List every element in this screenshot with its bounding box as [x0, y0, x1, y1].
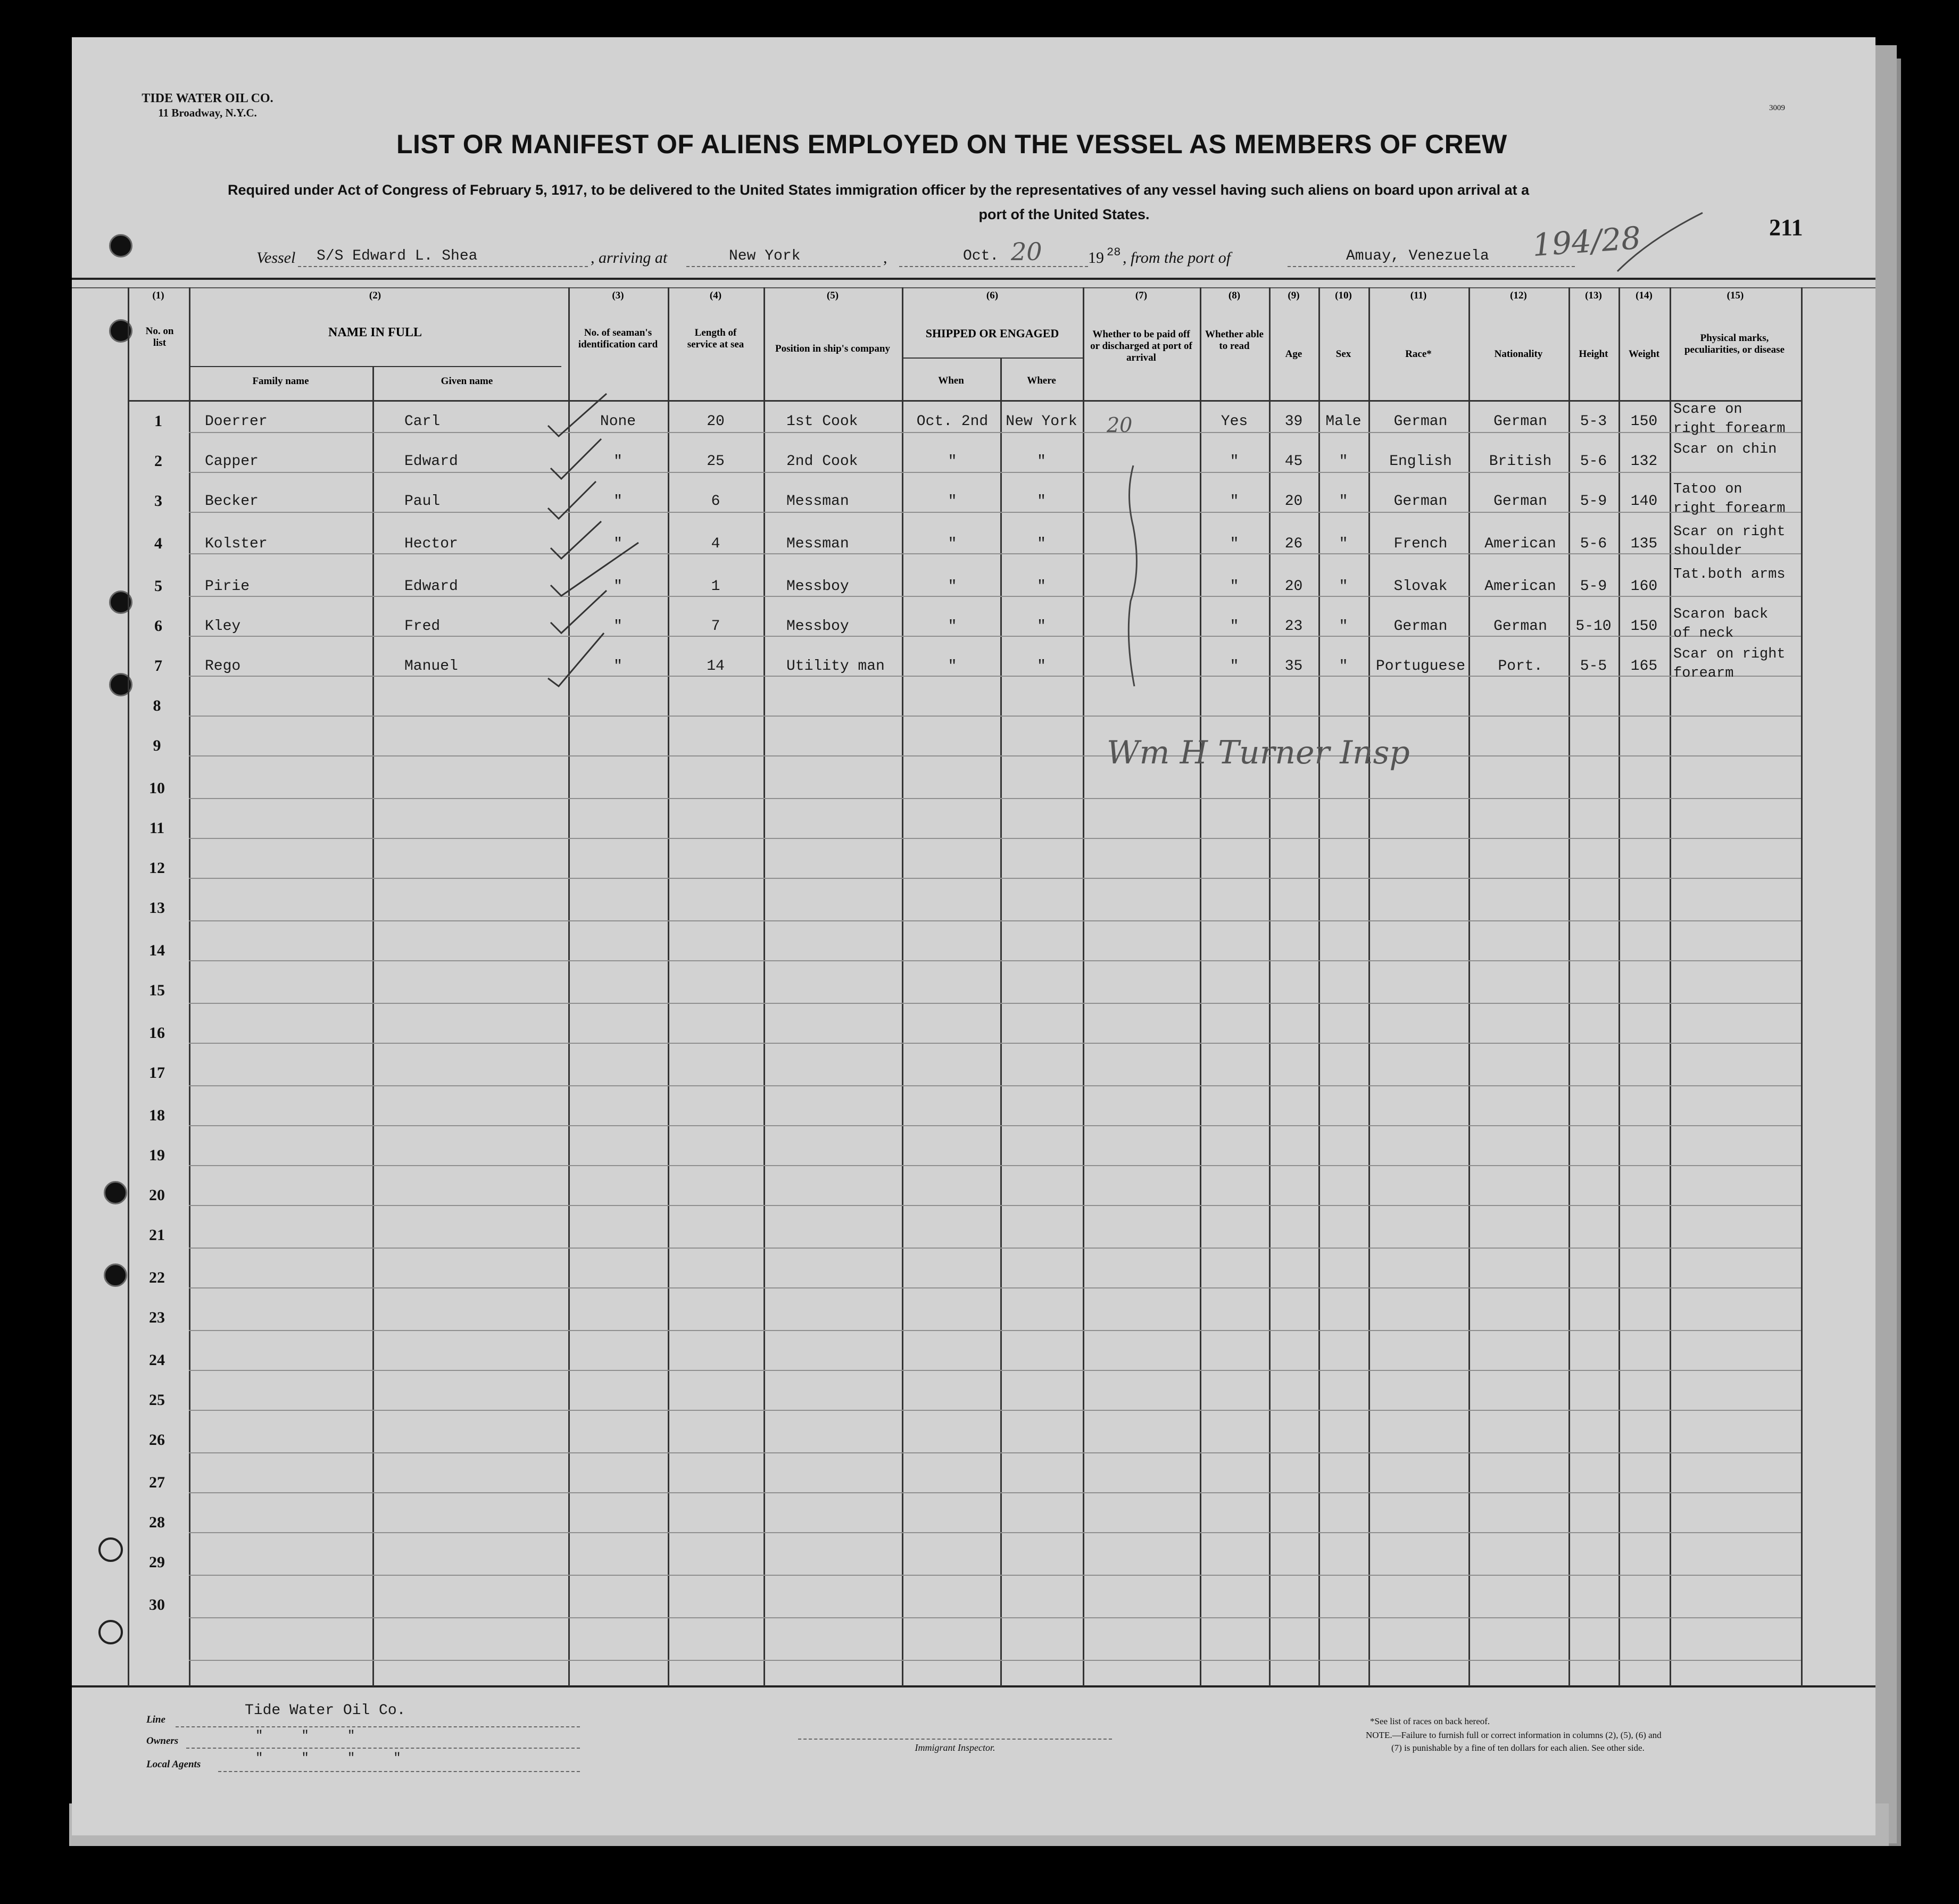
- row-number: 11: [149, 819, 165, 837]
- service-length-cell: 14: [707, 658, 725, 675]
- inspector-underline: [798, 1739, 1112, 1740]
- col-num: (4): [709, 290, 722, 301]
- weight-cell: 165: [1630, 658, 1658, 675]
- column-divider: [763, 287, 765, 1686]
- row-rule: [189, 1370, 1801, 1371]
- id-card-cell: ": [613, 658, 622, 675]
- shipped-when-cell: ": [948, 578, 957, 595]
- family-name-cell: Capper: [205, 453, 259, 470]
- header-race: Race*: [1405, 348, 1432, 360]
- service-length-cell: 1: [711, 578, 720, 595]
- page-title: LIST OR MANIFEST OF ALIENS EMPLOYED ON THE VESSEL AS MEMBERS OF CREW: [396, 129, 1507, 159]
- footer-line-value: Tide Water Oil Co.: [245, 1702, 406, 1719]
- row-rule: [189, 1043, 1801, 1044]
- row-rule: [189, 1165, 1801, 1166]
- shipped-when-cell: ": [948, 658, 957, 675]
- row-number: 3: [154, 492, 162, 510]
- given-name-cell: Carl: [404, 413, 441, 430]
- col-num: (13): [1585, 290, 1602, 301]
- row-rule: [189, 512, 1801, 513]
- row-rule: [189, 1492, 1801, 1493]
- sex-cell: ": [1339, 618, 1348, 635]
- row-number: 14: [149, 942, 165, 959]
- weight-cell: 160: [1630, 578, 1658, 595]
- family-name-cell: Rego: [205, 658, 241, 675]
- year-suffix: 28: [1107, 246, 1121, 259]
- family-name-cell: Doerrer: [205, 413, 268, 430]
- row-rule: [189, 1330, 1801, 1331]
- col-num: (3): [612, 290, 624, 301]
- row-rule: [189, 716, 1801, 717]
- column-divider: [372, 367, 374, 1686]
- shipped-subheader-rule: [902, 357, 1083, 359]
- row-number: 10: [149, 779, 165, 797]
- height-cell: 5-10: [1575, 618, 1612, 635]
- binder-hole-icon: [104, 1263, 127, 1287]
- header-paid-off: Whether to be paid off or discharged at port of arrival: [1090, 329, 1192, 363]
- slash-mark: [1607, 207, 1713, 277]
- age-cell: 39: [1284, 413, 1303, 430]
- arriving-label: , arriving at: [591, 249, 668, 267]
- row-number: 24: [149, 1351, 165, 1369]
- col-num: (10): [1335, 290, 1352, 301]
- position-cell: Utility man: [786, 658, 885, 675]
- physical-marks-cell: right forearm: [1673, 421, 1786, 437]
- row-rule: [189, 1287, 1801, 1288]
- sheet-number: 211: [1769, 214, 1803, 240]
- row-rule: [189, 1205, 1801, 1206]
- physical-marks-cell: of neck: [1673, 626, 1734, 642]
- shipped-where-cell: New York: [1006, 413, 1077, 430]
- row-number: 5: [154, 577, 162, 595]
- row-rule: [189, 432, 1801, 433]
- row-rule: [189, 1452, 1801, 1453]
- row-number: 4: [154, 535, 162, 552]
- row-number: 20: [149, 1186, 165, 1204]
- manifest-sheet: [72, 37, 1875, 1835]
- physical-marks-cell: Scar on right: [1673, 524, 1786, 540]
- row-rule: [189, 676, 1801, 677]
- footer-owners-value: " " ": [255, 1729, 355, 1743]
- physical-marks-cell: Tat.both arms: [1673, 567, 1786, 583]
- age-cell: 23: [1284, 618, 1303, 635]
- position-cell: Messboy: [786, 618, 849, 635]
- col-num: (8): [1228, 290, 1241, 301]
- footer-agents-value: " " " ": [255, 1751, 401, 1766]
- row-rule: [189, 1660, 1801, 1661]
- binder-hole-icon: [109, 234, 132, 257]
- binder-hole-icon: [104, 1181, 127, 1204]
- sex-cell: ": [1339, 658, 1348, 675]
- id-card-cell: ": [613, 536, 622, 552]
- row-rule: [189, 1575, 1801, 1576]
- weight-cell: 135: [1630, 536, 1658, 552]
- able-to-read-cell: ": [1230, 578, 1239, 595]
- nationality-cell: German: [1493, 618, 1547, 635]
- row-number: 22: [149, 1269, 165, 1286]
- given-name-cell: Hector: [404, 536, 458, 552]
- footer-agents-label: Local Agents: [146, 1759, 201, 1770]
- position-cell: 2nd Cook: [786, 453, 858, 470]
- race-cell: Portuguese: [1375, 658, 1466, 675]
- race-cell: Slovak: [1393, 578, 1448, 595]
- binder-hole-icon: [98, 1620, 123, 1644]
- physical-marks-cell: right forearm: [1673, 501, 1786, 517]
- row-rule: [189, 1085, 1801, 1086]
- shipped-where-cell: ": [1037, 493, 1046, 510]
- able-to-read-cell: ": [1230, 453, 1239, 470]
- sex-cell: ": [1339, 493, 1348, 510]
- height-cell: 5-9: [1580, 493, 1607, 510]
- age-cell: 45: [1284, 453, 1303, 470]
- row-number: 29: [149, 1553, 165, 1571]
- footer-note-races: *See list of races on back hereof.: [1370, 1716, 1490, 1726]
- header-family-name: Family name: [252, 376, 309, 387]
- physical-marks-cell: Scare on: [1673, 402, 1742, 418]
- header-when: When: [938, 375, 964, 386]
- physical-marks-cell: Scar on chin: [1673, 442, 1777, 458]
- header-physical-marks: Physical marks, peculiarities, or disease: [1684, 332, 1785, 355]
- row-rule: [189, 596, 1801, 597]
- subtitle-line1: Required under Act of Congress of February 5, 1917, to be delivered to the United States immigration officer by the representatives of any vessel having such aliens on board upon arrival at a: [228, 182, 1530, 198]
- col-num: (7): [1135, 290, 1148, 301]
- header-id-card: No. of seaman's identification card: [578, 327, 658, 350]
- sex-cell: ": [1339, 578, 1348, 595]
- row-number: 27: [149, 1474, 165, 1491]
- position-cell: Messboy: [786, 578, 849, 595]
- header-length-service: Length of service at sea: [687, 327, 744, 350]
- col-num: (9): [1288, 290, 1300, 301]
- col-num: (15): [1726, 290, 1744, 301]
- shipped-when-cell: ": [948, 618, 957, 635]
- id-card-cell: ": [613, 618, 622, 635]
- race-cell: German: [1393, 618, 1448, 635]
- row-number: 23: [149, 1309, 165, 1326]
- header-bottom-rule: [128, 400, 1801, 402]
- row-rule: [189, 960, 1801, 961]
- footer-owners-underline: [186, 1748, 580, 1749]
- binder-hole-icon: [98, 1537, 123, 1562]
- vessel-label: Vessel: [256, 249, 296, 267]
- bracket-mark: [1123, 463, 1144, 692]
- given-name-cell: Fred: [404, 618, 441, 635]
- column-divider: [1368, 287, 1370, 1686]
- age-cell: 20: [1284, 493, 1303, 510]
- port-underline: [686, 266, 881, 267]
- nationality-cell: American: [1484, 536, 1556, 552]
- height-cell: 5-6: [1580, 453, 1607, 470]
- row-rule: [189, 838, 1801, 839]
- id-card-cell: ": [613, 453, 622, 470]
- row-rule: [189, 1125, 1801, 1126]
- table-top-rule: [72, 287, 1875, 288]
- header-height: Height: [1579, 348, 1608, 360]
- arrival-day: 20: [1011, 237, 1042, 266]
- nationality-cell: American: [1484, 578, 1556, 595]
- col-num: (6): [986, 290, 999, 301]
- arrival-month: Oct.: [963, 248, 999, 264]
- id-card-cell: None: [600, 413, 636, 430]
- row-rule: [189, 878, 1801, 879]
- family-name-cell: Pirie: [205, 578, 250, 595]
- column-divider: [1083, 287, 1084, 1686]
- service-length-cell: 7: [711, 618, 720, 635]
- column-divider: [1000, 357, 1002, 1686]
- handwritten-reference: 194/28: [1531, 219, 1642, 264]
- weight-cell: 132: [1630, 453, 1658, 470]
- row-number: 18: [149, 1107, 165, 1124]
- row-rule: [189, 1248, 1801, 1249]
- column-divider: [1801, 287, 1803, 1686]
- shipped-when-cell: ": [948, 536, 957, 552]
- footer-note-penalty-2: (7) is punishable by a fine of ten dollars for each alien. See other side.: [1391, 1743, 1645, 1753]
- footer-inspector-label: Immigrant Inspector.: [915, 1742, 995, 1753]
- row-number: 8: [153, 697, 161, 714]
- row-rule: [189, 755, 1801, 756]
- paid-off-cell: 20: [1107, 413, 1133, 437]
- header-shipped-engaged: SHIPPED OR ENGAGED: [925, 327, 1059, 340]
- name-subheader-rule: [189, 366, 561, 367]
- given-name-cell: Edward: [404, 578, 458, 595]
- family-name-cell: Kolster: [205, 536, 268, 552]
- col-num: (14): [1636, 290, 1653, 301]
- shipped-when-cell: Oct. 2nd: [916, 413, 989, 430]
- arrival-port: New York: [729, 248, 801, 264]
- footer-line-underline: [176, 1726, 580, 1727]
- height-cell: 5-9: [1580, 578, 1607, 595]
- check-marks-icon: [537, 383, 654, 692]
- able-to-read-cell: ": [1230, 618, 1239, 635]
- row-number: 19: [149, 1146, 165, 1164]
- row-rule: [189, 1003, 1801, 1004]
- sex-cell: Male: [1325, 413, 1362, 430]
- race-cell: German: [1393, 493, 1448, 510]
- shipped-where-cell: ": [1037, 618, 1046, 635]
- from-port-label: , from the port of: [1123, 249, 1231, 267]
- race-cell: German: [1393, 413, 1448, 430]
- physical-marks-cell: shoulder: [1673, 543, 1742, 559]
- row-number: 6: [154, 617, 162, 635]
- company-name: TIDE WATER OIL CO.: [142, 92, 273, 105]
- weight-cell: 140: [1630, 493, 1658, 510]
- given-name-cell: Edward: [404, 453, 458, 470]
- shipped-where-cell: ": [1037, 453, 1046, 470]
- header-sex: Sex: [1335, 348, 1351, 360]
- col-num: (1): [152, 290, 164, 301]
- comma: ,: [883, 249, 887, 267]
- service-length-cell: 25: [707, 453, 725, 470]
- row-number: 16: [149, 1024, 165, 1042]
- row-number: 12: [149, 859, 165, 877]
- age-cell: 20: [1284, 578, 1303, 595]
- col-num: (5): [826, 290, 839, 301]
- position-cell: Messman: [786, 493, 849, 510]
- height-cell: 5-5: [1580, 658, 1607, 675]
- nationality-cell: German: [1493, 493, 1547, 510]
- row-rule: [189, 920, 1801, 921]
- physical-marks-cell: Scar on right: [1673, 646, 1786, 662]
- position-cell: 1st Cook: [786, 413, 858, 430]
- physical-marks-cell: forearm: [1673, 666, 1734, 681]
- position-cell: Messman: [786, 536, 849, 552]
- race-cell: English: [1389, 453, 1452, 470]
- able-to-read-cell: ": [1230, 493, 1239, 510]
- from-port-underline: [1288, 266, 1575, 267]
- height-cell: 5-3: [1580, 413, 1607, 430]
- company-address: 11 Broadway, N.Y.C.: [158, 106, 257, 119]
- physical-marks-cell: Scaron back: [1673, 606, 1769, 622]
- footer-agents-underline: [218, 1771, 580, 1772]
- weight-cell: 150: [1630, 618, 1658, 635]
- date-underline: [899, 266, 1088, 267]
- header-no-on-list: No. on list: [145, 326, 174, 348]
- row-rule: [189, 1532, 1801, 1533]
- col-num: (12): [1510, 290, 1527, 301]
- physical-marks-cell: Tatoo on: [1673, 481, 1742, 497]
- row-number: 25: [149, 1391, 165, 1409]
- inspector-signature: Wm H Turner Insp: [1107, 734, 1410, 771]
- family-name-cell: Becker: [205, 493, 259, 510]
- col-num: (11): [1410, 290, 1427, 301]
- row-rule: [189, 1617, 1801, 1618]
- footer-owners-label: Owners: [146, 1735, 179, 1747]
- column-divider: [1468, 287, 1470, 1686]
- service-length-cell: 6: [711, 493, 720, 510]
- row-rule: [189, 553, 1801, 554]
- row-number: 7: [154, 657, 162, 675]
- sex-cell: ": [1339, 536, 1348, 552]
- row-number: 13: [149, 899, 165, 917]
- row-number: 30: [149, 1596, 165, 1614]
- row-number: 28: [149, 1514, 165, 1531]
- row-number: 2: [154, 452, 162, 470]
- vessel-name: S/S Edward L. Shea: [317, 248, 478, 264]
- row-rule: [189, 798, 1801, 799]
- year-prefix: 19: [1088, 249, 1104, 267]
- able-to-read-cell: ": [1230, 658, 1239, 675]
- departure-port: Amuay, Venezuela: [1346, 248, 1489, 264]
- nationality-cell: German: [1493, 413, 1547, 430]
- row-rule: [189, 1410, 1801, 1411]
- row-number: 17: [149, 1064, 165, 1082]
- header-name-in-full: NAME IN FULL: [328, 326, 422, 339]
- able-to-read-cell: ": [1230, 536, 1239, 552]
- family-name-cell: Kley: [205, 618, 241, 635]
- shipped-when-cell: ": [948, 453, 957, 470]
- height-cell: 5-6: [1580, 536, 1607, 552]
- table-bottom-rule: [72, 1685, 1875, 1687]
- id-card-cell: ": [613, 493, 622, 510]
- weight-cell: 150: [1630, 413, 1658, 430]
- row-rule: [189, 636, 1801, 637]
- header-age: Age: [1285, 348, 1302, 360]
- subtitle-line2: port of the United States.: [978, 206, 1150, 222]
- corner-number: 3009: [1769, 104, 1785, 112]
- header-position: Position in ship's company: [775, 343, 890, 354]
- shipped-where-cell: ": [1037, 578, 1046, 595]
- age-cell: 35: [1284, 658, 1303, 675]
- header-nationality: Nationality: [1494, 348, 1543, 360]
- able-to-read-cell: Yes: [1221, 413, 1248, 430]
- sex-cell: ": [1339, 453, 1348, 470]
- header-where: Where: [1027, 375, 1056, 386]
- service-length-cell: 4: [711, 536, 720, 552]
- given-name-cell: Manuel: [404, 658, 458, 675]
- col-num: (2): [369, 290, 381, 301]
- table-top-rule: [72, 278, 1875, 280]
- footer-note-penalty: NOTE.—Failure to furnish full or correct information in columns (2), (5), (6) and: [1366, 1730, 1662, 1740]
- shipped-when-cell: ": [948, 493, 957, 510]
- given-name-cell: Paul: [404, 493, 441, 510]
- nationality-cell: British: [1489, 453, 1552, 470]
- age-cell: 26: [1284, 536, 1303, 552]
- nationality-cell: Port.: [1498, 658, 1543, 675]
- header-given-name: Given name: [441, 376, 493, 387]
- shipped-where-cell: ": [1037, 658, 1046, 675]
- vessel-underline: [298, 266, 588, 267]
- service-length-cell: 20: [707, 413, 725, 430]
- row-number: 1: [154, 412, 162, 430]
- header-weight: Weight: [1628, 348, 1660, 360]
- footer-line-label: Line: [146, 1714, 165, 1725]
- row-number: 15: [149, 982, 165, 999]
- race-cell: French: [1393, 536, 1448, 552]
- id-card-cell: ": [613, 578, 622, 595]
- row-rule: [189, 472, 1801, 473]
- column-divider: [1670, 287, 1671, 1686]
- row-number: 21: [149, 1226, 165, 1244]
- row-number: 9: [153, 737, 161, 754]
- column-divider: [189, 287, 190, 1686]
- shipped-where-cell: ": [1037, 536, 1046, 552]
- row-number: 26: [149, 1431, 165, 1449]
- header-able-to-read: Whether able to read: [1205, 329, 1264, 352]
